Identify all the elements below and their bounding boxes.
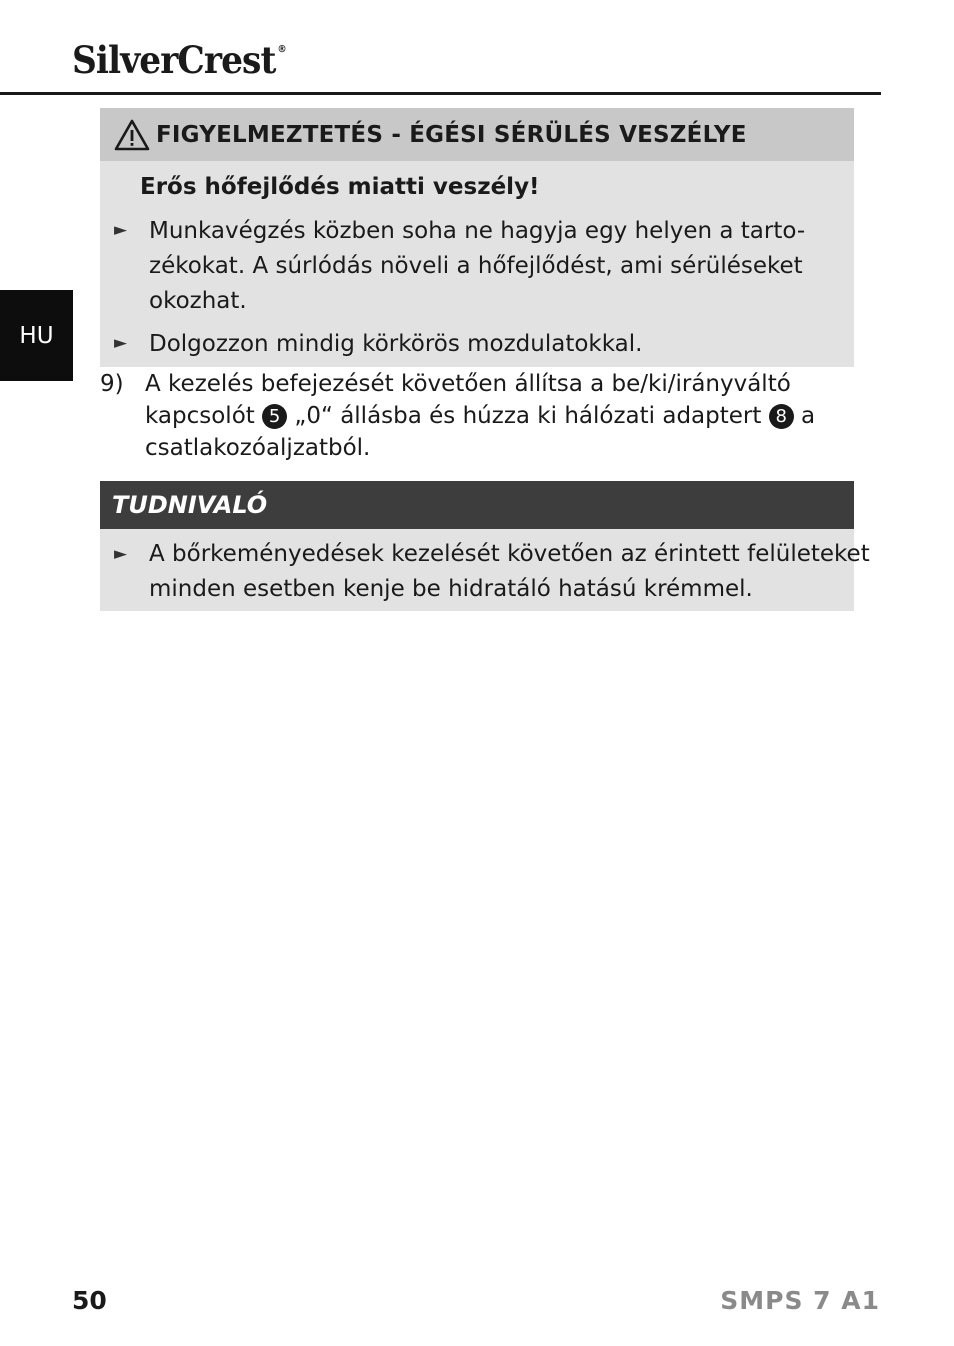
step-line-2-start: kapcsolót — [145, 403, 255, 429]
step-number: 9) — [100, 371, 124, 397]
note-line-2: minden esetben kenje be hidratáló hatású krémmel. — [149, 576, 753, 602]
language-tab — [0, 290, 73, 381]
warning-subtitle: Erős hőfejlődés miatti veszély! — [140, 174, 540, 200]
step-line-3: csatlakozóaljzatból. — [145, 435, 371, 461]
warning-box — [100, 108, 854, 367]
reference-circle-8: 8 — [769, 404, 794, 429]
warning-bullet-1-line-3: okozhat. — [149, 288, 247, 314]
step-line-2-end: a — [801, 403, 816, 429]
warning-triangle-icon — [114, 119, 150, 151]
registered-mark: ® — [277, 44, 286, 55]
page-number: 50 — [72, 1286, 107, 1315]
triangle-pointer-icon: ► — [114, 333, 128, 353]
triangle-pointer-icon: ► — [114, 544, 128, 564]
warning-header — [100, 108, 854, 161]
step-line-2-middle: „0“ állásba és húzza ki hálózati adaptert — [294, 403, 762, 429]
note-header: TUDNIVALÓ — [100, 481, 854, 529]
step-line-2 — [145, 400, 815, 432]
step-text — [145, 368, 815, 464]
warning-title: FIGYELMEZTETÉS - ÉGÉSI SÉRÜLÉS VESZÉLYE — [156, 121, 747, 148]
brand-name: SilverCrest — [72, 38, 276, 82]
language-code: HU — [19, 322, 54, 349]
note-line-1: A bőrkeményedések kezelését követően az érintett felületeket — [149, 541, 870, 567]
note-box — [100, 481, 870, 611]
step-line-1: A kezelés befejezését követően állítsa a be/ki/irányváltó — [145, 371, 791, 397]
warning-bullet-1-line-2: zékokat. A súrlódás növeli a hőfejlődést, ami sérüléseket — [149, 253, 803, 279]
header-rule — [0, 92, 881, 95]
reference-circle-5: 5 — [262, 404, 287, 429]
triangle-pointer-icon: ► — [114, 220, 128, 240]
warning-bullet-1-line-1: Munkavégzés közben soha ne hagyja egy helyen a tarto- — [149, 218, 806, 244]
silvercrest-logo — [72, 38, 286, 82]
model-name: SMPS 7 A1 — [720, 1286, 880, 1315]
warning-bullet-2: Dolgozzon mindig körkörös mozdulatokkal. — [149, 331, 643, 357]
